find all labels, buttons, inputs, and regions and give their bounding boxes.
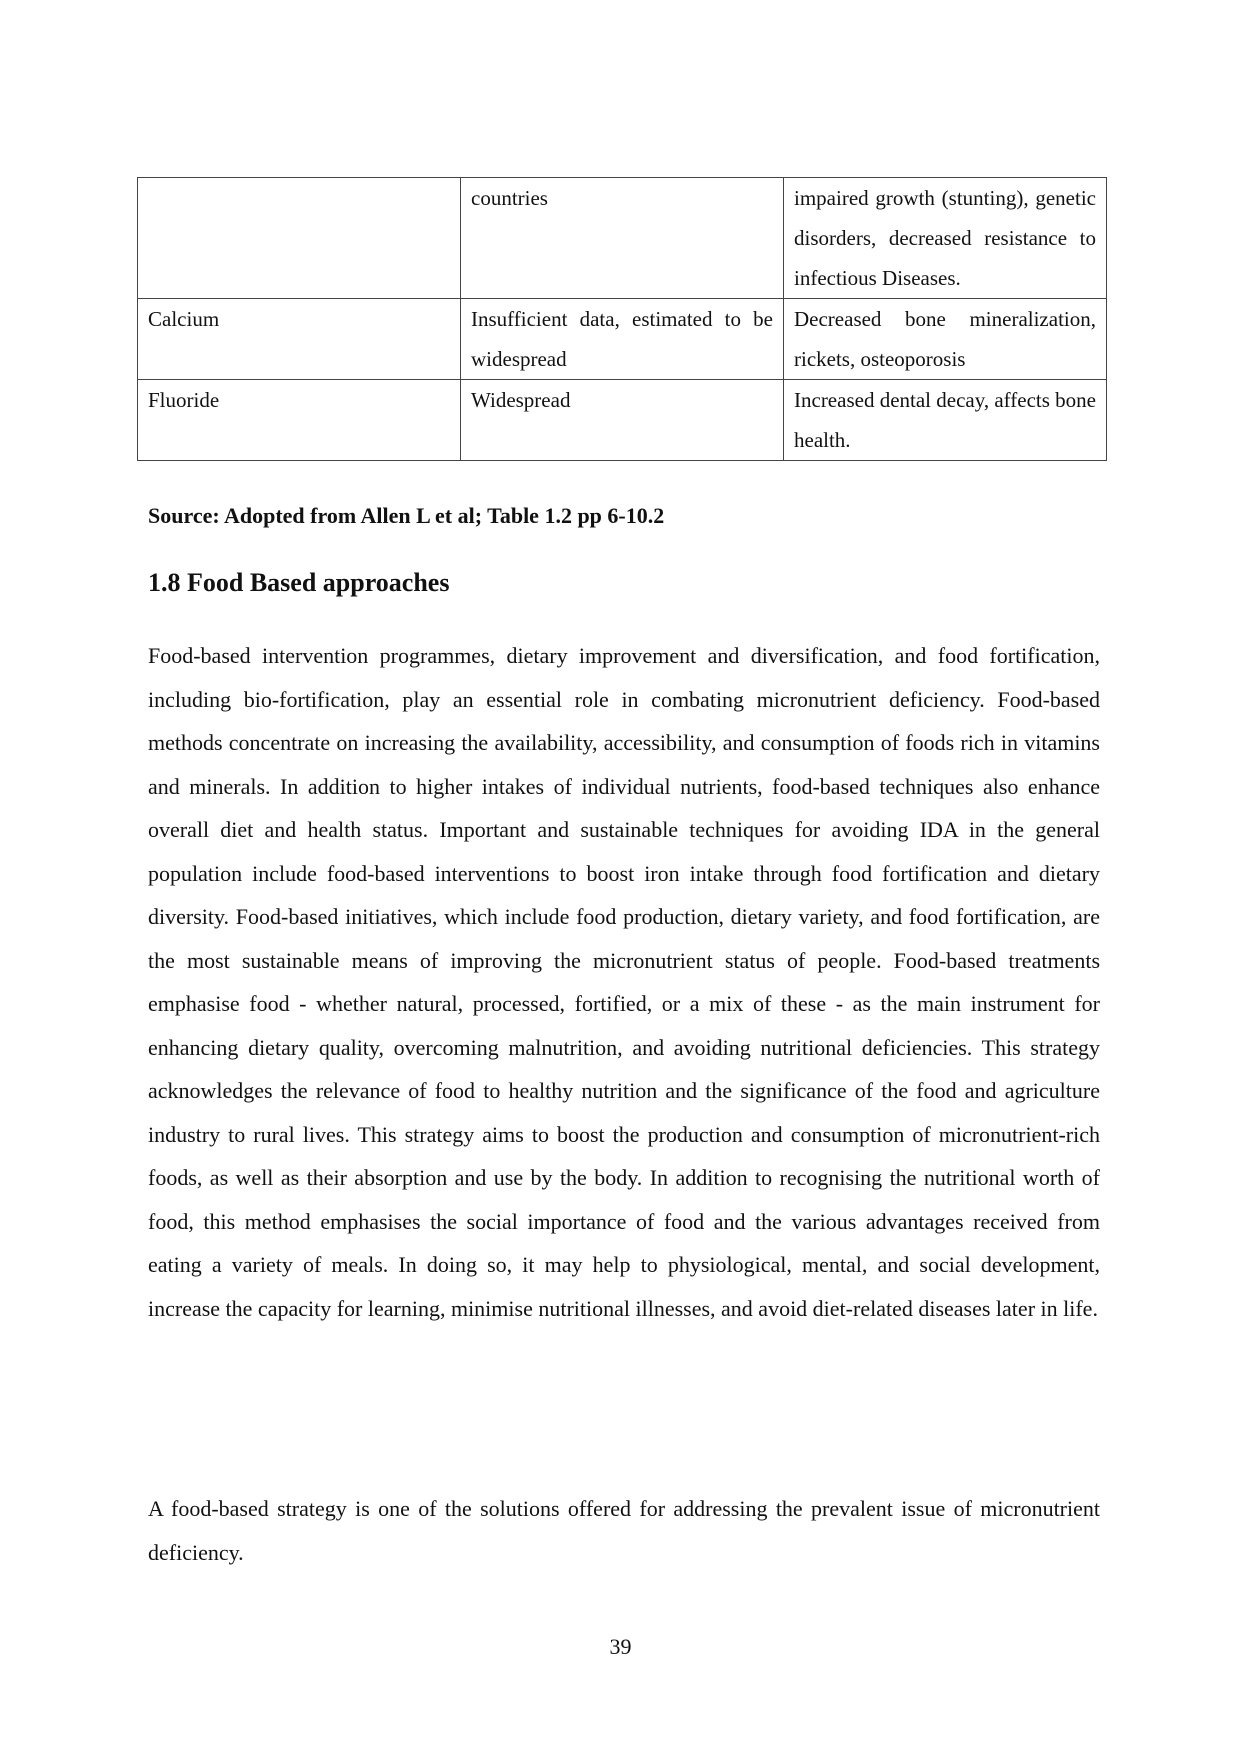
prevalence-cell: Insufficient data, estimated to be widespread — [461, 299, 784, 380]
body-paragraph: A food-based strategy is one of the solutions offered for addressing the prevalent issue of micronutrient deficiency. — [148, 1496, 1100, 1565]
consequences-cell: impaired growth (stunting), genetic disorders, decreased resistance to infectious Diseases. — [784, 178, 1107, 299]
table-row — [138, 380, 1107, 461]
body-paragraph: Food-based intervention programmes, dietary improvement and diversification, and food fortification, including bio-fortification, play an essential role in combating micronutrient deficiency. Food-based methods concentrate on increasing the availability, accessibility, and consumption of foods rich in vitamins and minerals. In addition to higher intakes of individual nutrients, food-based techniques also enhance overall diet and health status. Important and sustainable techniques for avoiding IDA in the general population include food-based interventions to boost iron intake through food fortification and dietary diversity. Food-based initiatives, which include food production, dietary variety, and food fortification, are the most sustainable means of improving the micronutrient status of people. Food-based treatments emphasise food - whether natural, processed, fortified, or a mix of these - as the main instrument for enhancing dietary quality, overcoming malnutrition, and avoiding nutritional deficiencies. This strategy acknowledges the relevance of food to healthy nutrition and the significance of the food and agriculture industry to rural lives. This strategy aims to boost the production and consumption of micronutrient-rich foods, as well as their absorption and use by the body. In addition to recognising the nutritional worth of food, this method emphasises the social importance of food and the various advantages received from eating a variety of meals. In doing so, it may help to physiological, mental, and social development, increase the capacity for learning, minimise nutritional illnesses, and avoid diet-related diseases later in life. — [148, 643, 1100, 1321]
micronutrient-deficiency-table — [137, 177, 1107, 461]
table-row — [138, 178, 1107, 299]
page-number: 39 — [609, 1634, 632, 1659]
nutrient-cell: Calcium — [138, 299, 461, 380]
nutrient-cell: Fluoride — [138, 380, 461, 461]
prevalence-cell: countries — [461, 178, 784, 299]
consequences-cell: Increased dental decay, affects bone health. — [784, 380, 1107, 461]
consequences-cell: Decreased bone mineralization, rickets, osteoporosis — [784, 299, 1107, 380]
section-heading: 1.8 Food Based approaches — [148, 568, 450, 597]
table-source-note: Source: Adopted from Allen L et al; Table 1.2 pp 6-10.2 — [148, 503, 665, 528]
table-row — [138, 299, 1107, 380]
prevalence-cell: Widespread — [461, 380, 784, 461]
nutrient-cell — [138, 178, 461, 299]
